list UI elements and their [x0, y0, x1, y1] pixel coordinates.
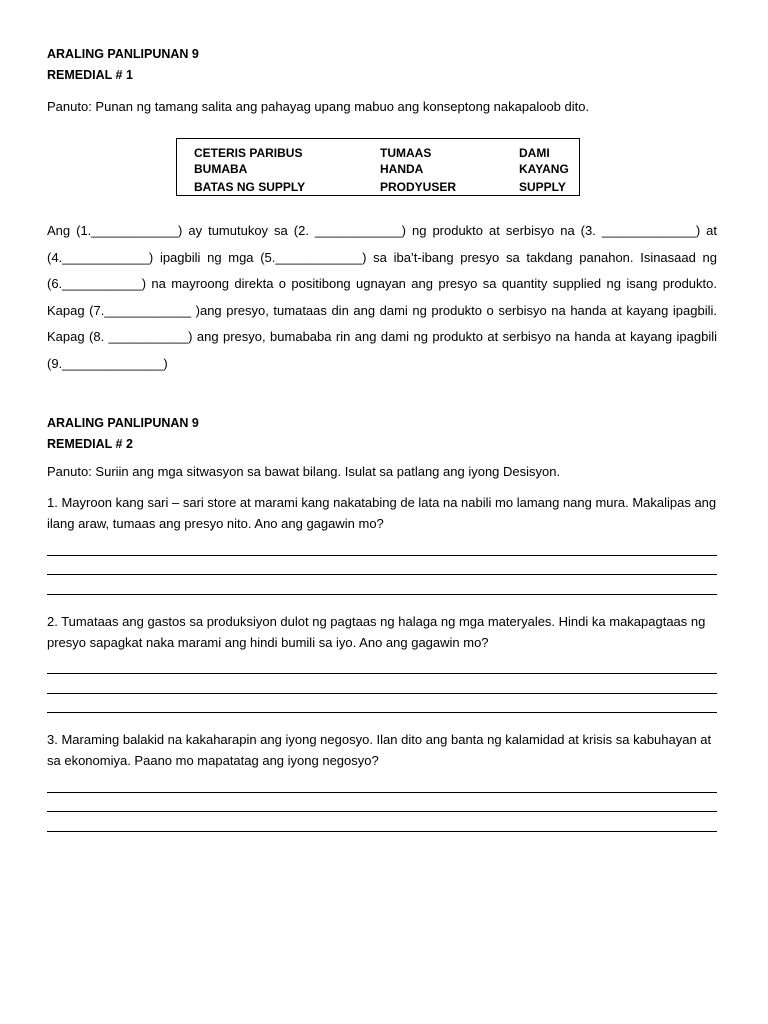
answer-line[interactable] [47, 536, 717, 556]
question-3: 3. Maraming balakid na kakaharapin ang iyong negosyo. Ilan dito ang banta ng kalamidad at krisis sa kabuhayan at sa ekonomiya. Paano mo mapatatag ang iyong negosyo? [47, 732, 712, 768]
remedial-title: REMEDIAL # 1 [47, 68, 133, 82]
word-bank-item: SUPPLY [519, 180, 566, 194]
answer-line[interactable] [47, 655, 717, 675]
instruction-text: Panuto: Punan ng tamang salita ang pahayag upang mabuo ang konseptong nakapaloob dito. [47, 99, 590, 114]
answer-line[interactable] [47, 773, 717, 793]
answer-lines-2[interactable] [47, 655, 717, 714]
fill-in-paragraph[interactable]: Ang (1.____________) ay tumutukoy sa (2. ____________) ng produkto at serbisyo na (3. _____________) at (4.____________) ipagbili ng mga (5.____________) sa iba’t-ibang presyo sa takdang panahon. Isinasaad ng (6.___________) na mayroong direkta o positibong ugnayan ang presyo sa quantity supplied ng isang produkto. Kapag (7.____________ )ang presyo, tumataas din ang dami ng produkto o serbisyo na handa at kayang ipagbili. Kapag (8. ___________) ang presyo, bumababa rin ang dami ng produkto at serbisyo na handa at kayang ipagbili (9.______________) [47, 223, 717, 371]
word-bank-item: HANDA [380, 162, 424, 176]
worksheet-page [47, 44, 717, 832]
word-bank [176, 138, 580, 196]
answer-line[interactable] [47, 556, 717, 576]
answer-line[interactable] [47, 674, 717, 694]
answer-lines-3[interactable] [47, 773, 717, 832]
remedial-1-section [47, 44, 717, 377]
question-1: 1. Mayroon kang sari – sari store at marami kang nakatabing de lata na nabili mo lamang nang mura. Makalipas ang ilang araw, tumaas ang presyo nito. Ano ang gagawin mo? [47, 495, 717, 531]
answer-line[interactable] [47, 575, 717, 595]
answer-lines-1[interactable] [47, 536, 717, 595]
question-2: 2. Tumataas ang gastos sa produksiyon dulot ng pagtaas ng halaga ng mga materyales. Hindi ka makapagtaas ng presyo sapagkat naka marami ang hindi bumili sa iyo. Ano ang gagawin mo? [47, 613, 706, 650]
subject-heading: ARALING PANLIPUNAN 9 [47, 47, 199, 61]
word-bank-item: BATAS NG SUPPLY [194, 180, 306, 194]
remedial-2-section [47, 413, 717, 832]
word-bank-item: PRODYUSER [380, 180, 457, 194]
word-bank-item: KAYANG [519, 162, 569, 176]
subject-heading: ARALING PANLIPUNAN 9 [47, 416, 199, 430]
word-bank-item: TUMAAS [380, 146, 432, 160]
answer-line[interactable] [47, 694, 717, 714]
word-bank-item: DAMI [519, 146, 550, 160]
remedial-title: REMEDIAL # 2 [47, 437, 133, 451]
word-bank-item: BUMABA [194, 162, 248, 176]
answer-line[interactable] [47, 812, 717, 832]
answer-line[interactable] [47, 793, 717, 813]
instruction-text: Panuto: Suriin ang mga sitwasyon sa bawat bilang. Isulat sa patlang ang iyong Desisyon. [47, 464, 561, 479]
word-bank-item: CETERIS PARIBUS [194, 146, 303, 160]
